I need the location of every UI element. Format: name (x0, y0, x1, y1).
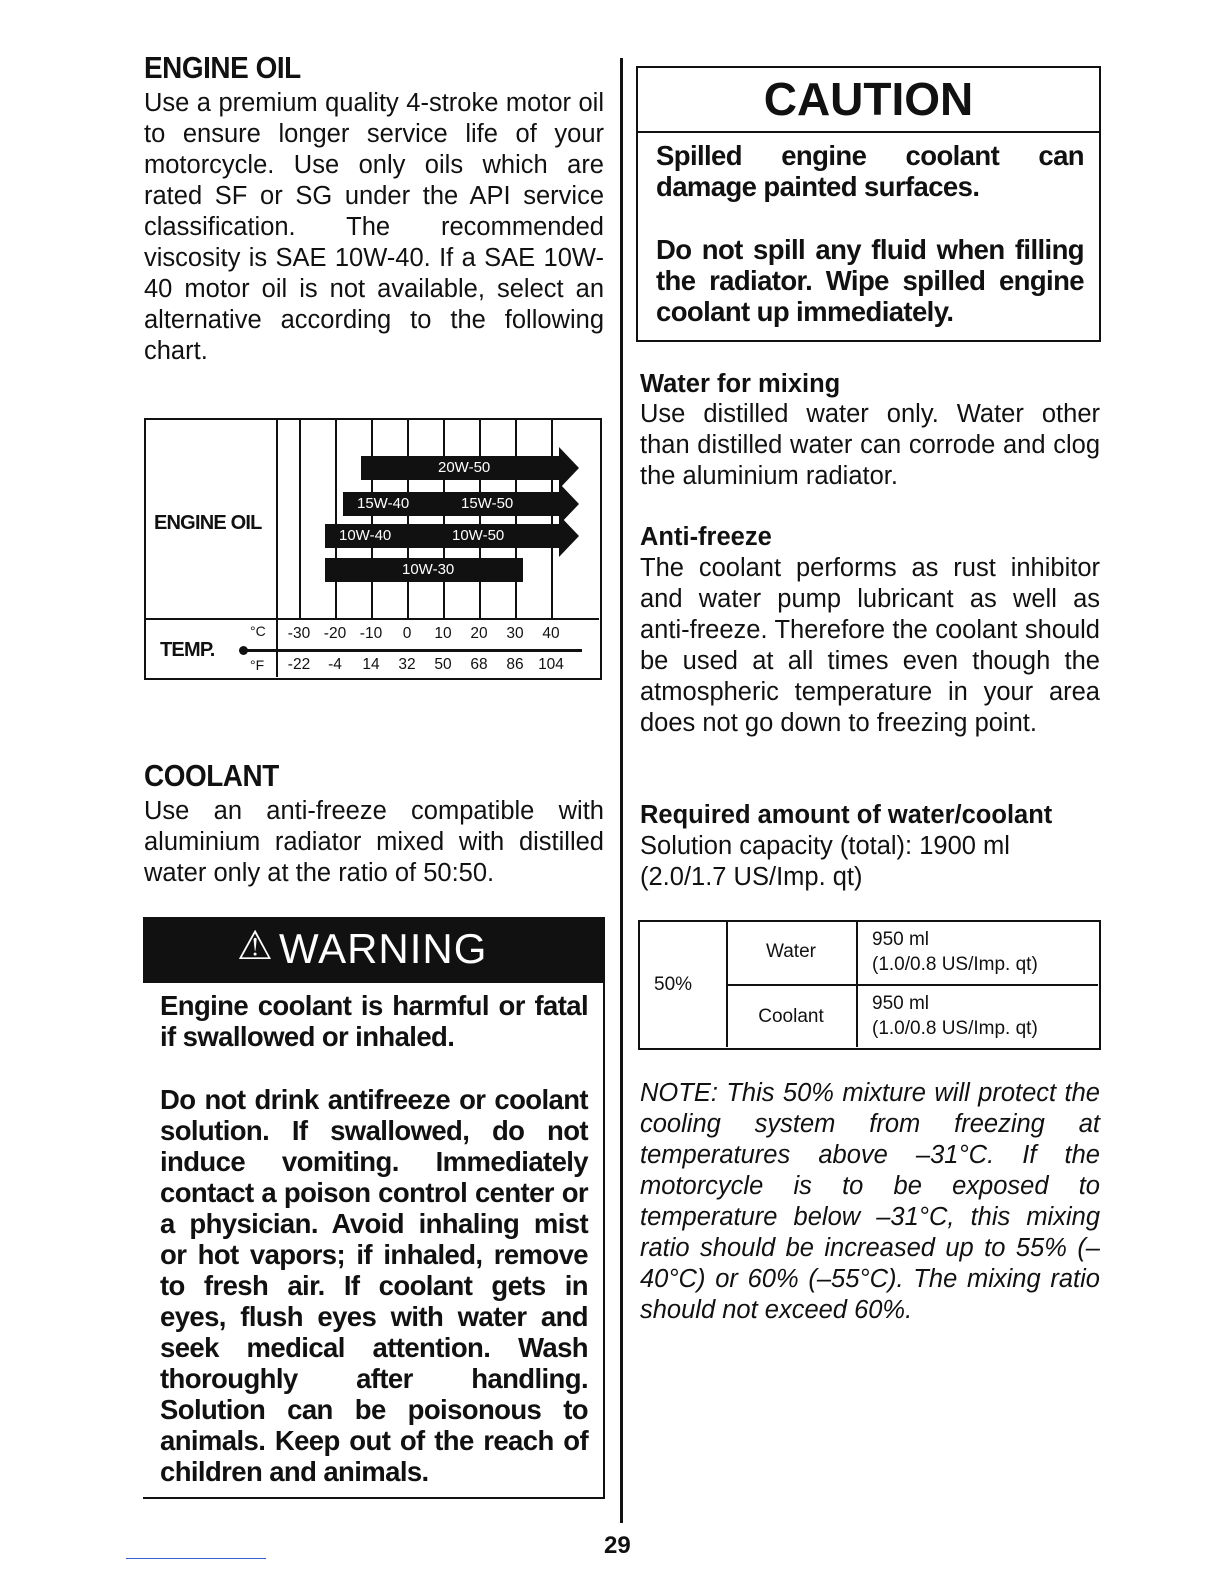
celsius-tick-label: 20 (470, 625, 488, 642)
viscosity-grade-label: 20W-50 (438, 459, 491, 476)
table-row-divider (726, 984, 1098, 986)
celsius-tick-label: 10 (434, 625, 452, 642)
ratio-cell: 50% (654, 974, 693, 995)
temp-axis-line (244, 649, 582, 652)
open-ended-arrow-icon (559, 515, 579, 557)
column-divider (620, 58, 623, 1523)
water-mixing-text: Use distilled water only. Water other than distilled water can corrode and clog the aluminium radiator. (640, 400, 1100, 490)
viscosity-grade-label: 10W-40 (339, 527, 392, 544)
chart-label-divider (276, 420, 278, 677)
water-amount-cell: 950 ml (872, 929, 930, 950)
viscosity-grade-label: 10W-30 (402, 561, 455, 578)
coolant-heading: COOLANT (144, 758, 279, 793)
chart-grid-line (299, 420, 301, 618)
fahrenheit-tick-label: 68 (470, 656, 488, 673)
celsius-tick-label: -30 (287, 625, 311, 642)
fahrenheit-tick-label: -22 (287, 656, 311, 673)
chart-grid-line (443, 420, 445, 618)
fahrenheit-tick-label: 104 (538, 656, 564, 673)
chart-row-divider (146, 618, 599, 620)
warning-triangle-icon: ⚠ (237, 924, 273, 968)
chart-grid-line (551, 420, 553, 618)
caution-para-2: Do not spill any fluid when filling the radiator. Wipe spilled engine coolant up immediately. (656, 234, 1084, 327)
chart-grid-line (335, 420, 337, 618)
required-amount-heading: Required amount of water/coolant (640, 801, 1053, 829)
mixing-note: NOTE: This 50% mixture will protect the cooling system from freezing at temperatures above –31°C. If the motorcycle is to be exposed to temperature below –31°C, this mixing ratio should be increased up to 55% (–40°C) or 60% (–55°C). The mixing ratio should not exceed 60%. (640, 1079, 1100, 1324)
engine-oil-heading: ENGINE OIL (144, 50, 301, 85)
celsius-unit: °C (250, 623, 266, 639)
viscosity-bar (343, 492, 559, 516)
water-name-cell: Water (766, 941, 816, 962)
water-mixing-heading: Water for mixing (640, 370, 841, 398)
coolant-amount-cell: 950 ml (872, 993, 930, 1014)
viscosity-bar (325, 524, 559, 548)
chart-grid-line (407, 420, 409, 618)
warning-para-2: Do not drink antifreeze or coolant solution. If swallowed, do not induce vomiting. Immediately contact a poison control center or a physician. Avoid inhaling mist or hot vapors; if inhaled, remove to fresh air. If coolant gets in eyes, flush eyes with water and seek medical attention. Wash thoroughly after handling. Solution can be poisonous to animals. Keep out of the reach of children and animals. (160, 1084, 588, 1487)
viscosity-grade-label: 15W-50 (461, 495, 514, 512)
fahrenheit-tick-label: 86 (506, 656, 524, 673)
chart-grid-line (371, 420, 373, 618)
warning-banner (143, 917, 605, 983)
capacity-line: Solution capacity (total): 1900 ml (640, 832, 1010, 860)
caution-title: CAUTION (763, 73, 974, 125)
fahrenheit-tick-label: 50 (434, 656, 452, 673)
anti-freeze-text: The coolant performs as rust inhibitor and water pump lubricant as well as anti-freeze. Therefore the coolant should be used at all times even though the atmospheric temperature in your area does not go down to freezing point. (640, 554, 1100, 737)
footnote-rule (126, 1558, 266, 1559)
warning-title: WARNING (279, 925, 488, 972)
celsius-tick-label: -10 (359, 625, 383, 642)
chart-grid-line (515, 420, 517, 618)
anti-freeze-heading: Anti-freeze (640, 523, 772, 551)
chart-grid-line (479, 420, 481, 618)
coolant-text: Use an anti-freeze compatible with aluminium radiator mixed with distilled water only at the ratio of 50:50. (144, 797, 604, 887)
caution-divider (638, 131, 1099, 133)
page-number: 29 (604, 1532, 631, 1559)
viscosity-bar (361, 456, 559, 480)
coolant-volume-table (638, 920, 1101, 1050)
warning-para-1: Engine coolant is harmful or fatal if swallowed or inhaled. (160, 990, 588, 1052)
celsius-tick-label: 0 (402, 625, 412, 642)
engine-oil-text: Use a premium quality 4-stroke motor oil to ensure longer service life of your motorcycle. Use only oils which are rated SF or SG under the API service classification. The recommended viscosity is SAE 10W-40. If a SAE 10W-40 motor oil is not available, select an alternative according to the following chart. (144, 89, 604, 365)
celsius-tick-label: 30 (506, 625, 524, 642)
warning-box (143, 917, 605, 1499)
celsius-tick-label: -20 (323, 625, 347, 642)
coolant-amount-qt-cell: (1.0/0.8 US/Imp. qt) (872, 1018, 1038, 1039)
water-amount-qt-cell: (1.0/0.8 US/Imp. qt) (872, 954, 1038, 975)
caution-box (636, 66, 1101, 342)
fahrenheit-unit: °F (250, 657, 265, 673)
capacity-qt-line: (2.0/1.7 US/Imp. qt) (640, 863, 863, 891)
chart-row-label: ENGINE OIL (154, 512, 262, 534)
fahrenheit-tick-label: -4 (328, 656, 342, 673)
celsius-tick-label: 40 (542, 625, 560, 642)
temp-label: TEMP. (160, 639, 215, 661)
fahrenheit-tick-label: 32 (398, 656, 416, 673)
oil-viscosity-chart (144, 418, 602, 680)
caution-para-1: Spilled engine coolant can damage painted surfaces. (656, 140, 1084, 202)
fahrenheit-tick-label: 14 (362, 656, 380, 673)
coolant-name-cell: Coolant (758, 1006, 824, 1027)
viscosity-grade-label: 15W-40 (357, 495, 410, 512)
viscosity-bar (325, 558, 523, 582)
viscosity-grade-label: 10W-50 (452, 527, 505, 544)
